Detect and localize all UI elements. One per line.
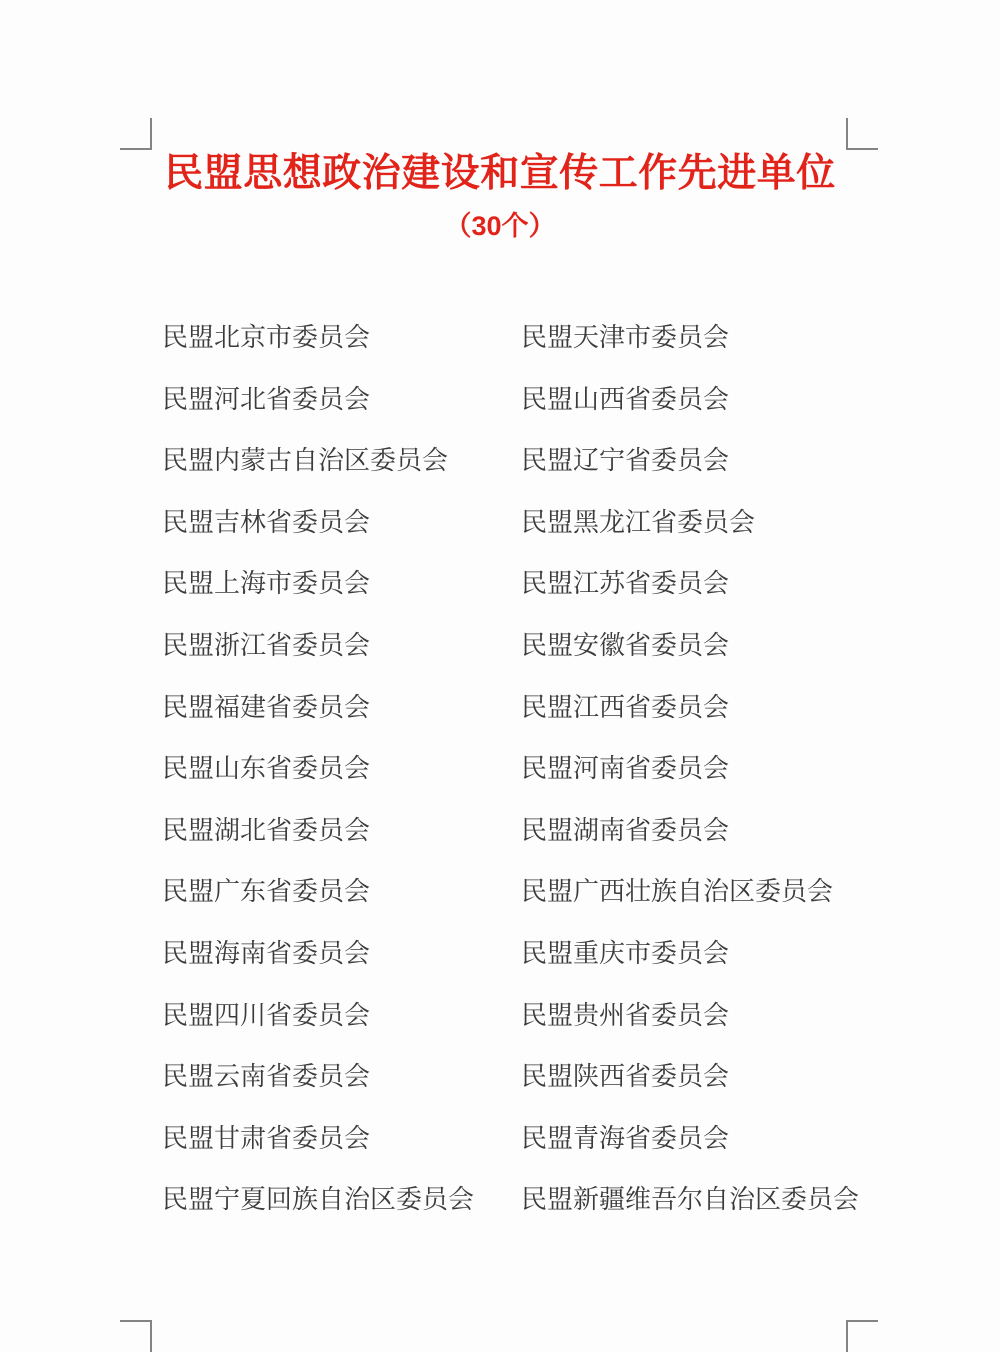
text-boundary-mark-top-left bbox=[120, 118, 152, 150]
list-item: 民盟宁夏回族自治区委员会 bbox=[162, 1184, 475, 1215]
list-item: 民盟山东省委员会 bbox=[162, 753, 371, 784]
text-boundary-mark-bottom-left bbox=[120, 1320, 152, 1352]
list-item: 民盟内蒙古自治区委员会 bbox=[162, 445, 449, 476]
list-item: 民盟贵州省委员会 bbox=[521, 999, 730, 1030]
list-item: 民盟辽宁省委员会 bbox=[521, 445, 730, 476]
unit-list-right-column bbox=[521, 324, 859, 1248]
list-item: 民盟浙江省委员会 bbox=[162, 629, 371, 660]
list-item: 民盟江西省委员会 bbox=[521, 691, 730, 722]
list-item: 民盟天津市委员会 bbox=[521, 322, 730, 352]
list-item: 民盟云南省委员会 bbox=[162, 1061, 371, 1092]
list-item: 民盟北京市委员会 bbox=[162, 322, 371, 352]
list-item: 民盟吉林省委员会 bbox=[162, 506, 371, 537]
list-item: 民盟河南省委员会 bbox=[521, 753, 730, 784]
list-item: 民盟湖北省委员会 bbox=[162, 814, 371, 845]
list-item: 民盟安徽省委员会 bbox=[521, 629, 730, 660]
document-subtitle: （30个） bbox=[444, 211, 556, 241]
list-item: 民盟甘肃省委员会 bbox=[162, 1122, 371, 1153]
list-item: 民盟青海省委员会 bbox=[521, 1122, 730, 1153]
list-item: 民盟江苏省委员会 bbox=[521, 568, 730, 599]
list-item: 民盟黑龙江省委员会 bbox=[521, 506, 756, 537]
list-item: 民盟湖南省委员会 bbox=[521, 814, 730, 845]
list-item: 民盟海南省委员会 bbox=[162, 937, 371, 968]
list-item: 民盟新疆维吾尔自治区委员会 bbox=[521, 1184, 860, 1215]
list-item: 民盟广西壮族自治区委员会 bbox=[521, 876, 834, 907]
list-item: 民盟山西省委员会 bbox=[521, 383, 730, 414]
list-item: 民盟福建省委员会 bbox=[162, 691, 371, 722]
list-item: 民盟重庆市委员会 bbox=[521, 937, 730, 968]
list-item: 民盟上海市委员会 bbox=[162, 568, 371, 599]
text-boundary-mark-bottom-right bbox=[846, 1320, 878, 1352]
list-item: 民盟四川省委员会 bbox=[162, 999, 371, 1030]
unit-list-left-column bbox=[162, 324, 474, 1248]
list-item: 民盟陕西省委员会 bbox=[521, 1061, 730, 1092]
text-boundary-mark-top-right bbox=[846, 118, 878, 150]
document-title: 民盟思想政治建设和宣传工作先进单位 bbox=[164, 152, 836, 195]
list-item: 民盟广东省委员会 bbox=[162, 876, 371, 907]
list-item: 民盟河北省委员会 bbox=[162, 383, 371, 414]
